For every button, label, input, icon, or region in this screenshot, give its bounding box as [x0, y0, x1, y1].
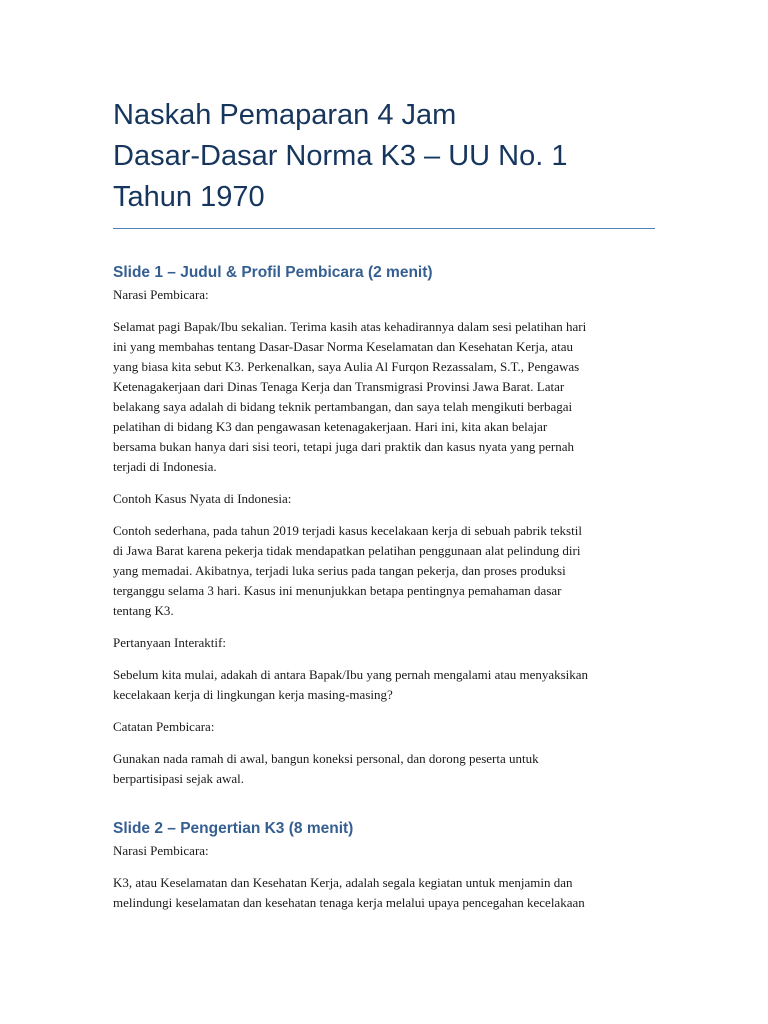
catatan-label: Catatan Pembicara:	[113, 719, 215, 734]
title-line: Dasar-Dasar Norma K3 – UU No. 1	[113, 140, 568, 172]
text-line: Ketenagakerjaan dari Dinas Tenaga Kerja dan Transmigrasi Provinsi Jawa Barat. Latar	[113, 379, 565, 394]
title-divider	[113, 228, 655, 229]
text-line: terganggu selama 3 hari. Kasus ini menunjukkan betapa pentingnya pemahaman dasar	[113, 583, 562, 598]
text-line: Selamat pagi Bapak/Ibu sekalian. Terima kasih atas kehadirannya dalam sesi pelatihan hari	[113, 319, 587, 334]
title-line: Naskah Pemaparan 4 Jam	[113, 99, 457, 131]
text-line: Contoh sederhana, pada tahun 2019 terjadi kasus kecelakaan kerja di sebuah pabrik tekstil	[113, 523, 582, 538]
narasi-label: Narasi Pembicara:	[113, 287, 209, 302]
slide-1-kasus	[113, 521, 655, 621]
text-line: pelatihan di bidang K3 dan pengawasan ketenagakerjaan. Hari ini, kita akan belajar	[113, 419, 548, 434]
text-line: kecelakaan kerja di lingkungan kerja masing-masing?	[113, 687, 393, 702]
title-line: Tahun 1970	[113, 181, 265, 213]
text-line: Gunakan nada ramah di awal, bangun koneksi personal, dan dorong peserta untuk	[113, 751, 539, 766]
slide-1-catatan	[113, 749, 655, 789]
slide-1-heading: Slide 1 – Judul & Profil Pembicara (2 menit)	[113, 264, 433, 281]
slide-1-pertanyaan	[113, 665, 655, 705]
text-line: Sebelum kita mulai, adakah di antara Bapak/Ibu yang pernah mengalami atau menyaksikan	[113, 667, 589, 682]
text-line: K3, atau Keselamatan dan Kesehatan Kerja, adalah segala kegiatan untuk menjamin dan	[113, 875, 573, 890]
text-line: ini yang membahas tentang Dasar-Dasar Norma Keselamatan dan Kesehatan Kerja, atau	[113, 339, 573, 354]
text-line: yang biasa kita sebut K3. Perkenalkan, saya Aulia Al Furqon Rezassalam, S.T., Pengawas	[113, 359, 580, 374]
pertanyaan-label: Pertanyaan Interaktif:	[113, 635, 226, 650]
text-line: yang memadai. Akibatnya, terjadi luka serius pada tangan pekerja, dan proses produksi	[113, 563, 566, 578]
text-line: tentang K3.	[113, 603, 174, 618]
text-line: melindungi keselamatan dan kesehatan tenaga kerja melalui upaya pencegahan kecelakaan	[113, 895, 585, 910]
slide-2-heading: Slide 2 – Pengertian K3 (8 menit)	[113, 820, 354, 837]
text-line: berpartisipasi sejak awal.	[113, 771, 245, 786]
text-line: belakang saya adalah di bidang teknik pertambangan, dan saya telah mengikuti berbagai	[113, 399, 573, 414]
slide-1-narasi	[113, 317, 655, 477]
document-page	[113, 95, 655, 913]
document-title	[113, 95, 655, 218]
text-line: terjadi di Indonesia.	[113, 459, 217, 474]
slide-2-narasi	[113, 873, 655, 913]
narasi-label: Narasi Pembicara:	[113, 843, 209, 858]
text-line: bersama bukan hanya dari sisi teori, tetapi juga dari praktik dan kasus nyata yang pernah	[113, 439, 574, 454]
kasus-label: Contoh Kasus Nyata di Indonesia:	[113, 491, 292, 506]
text-line: di Jawa Barat karena pekerja tidak mendapatkan pelatihan penggunaan alat pelindung diri	[113, 543, 581, 558]
